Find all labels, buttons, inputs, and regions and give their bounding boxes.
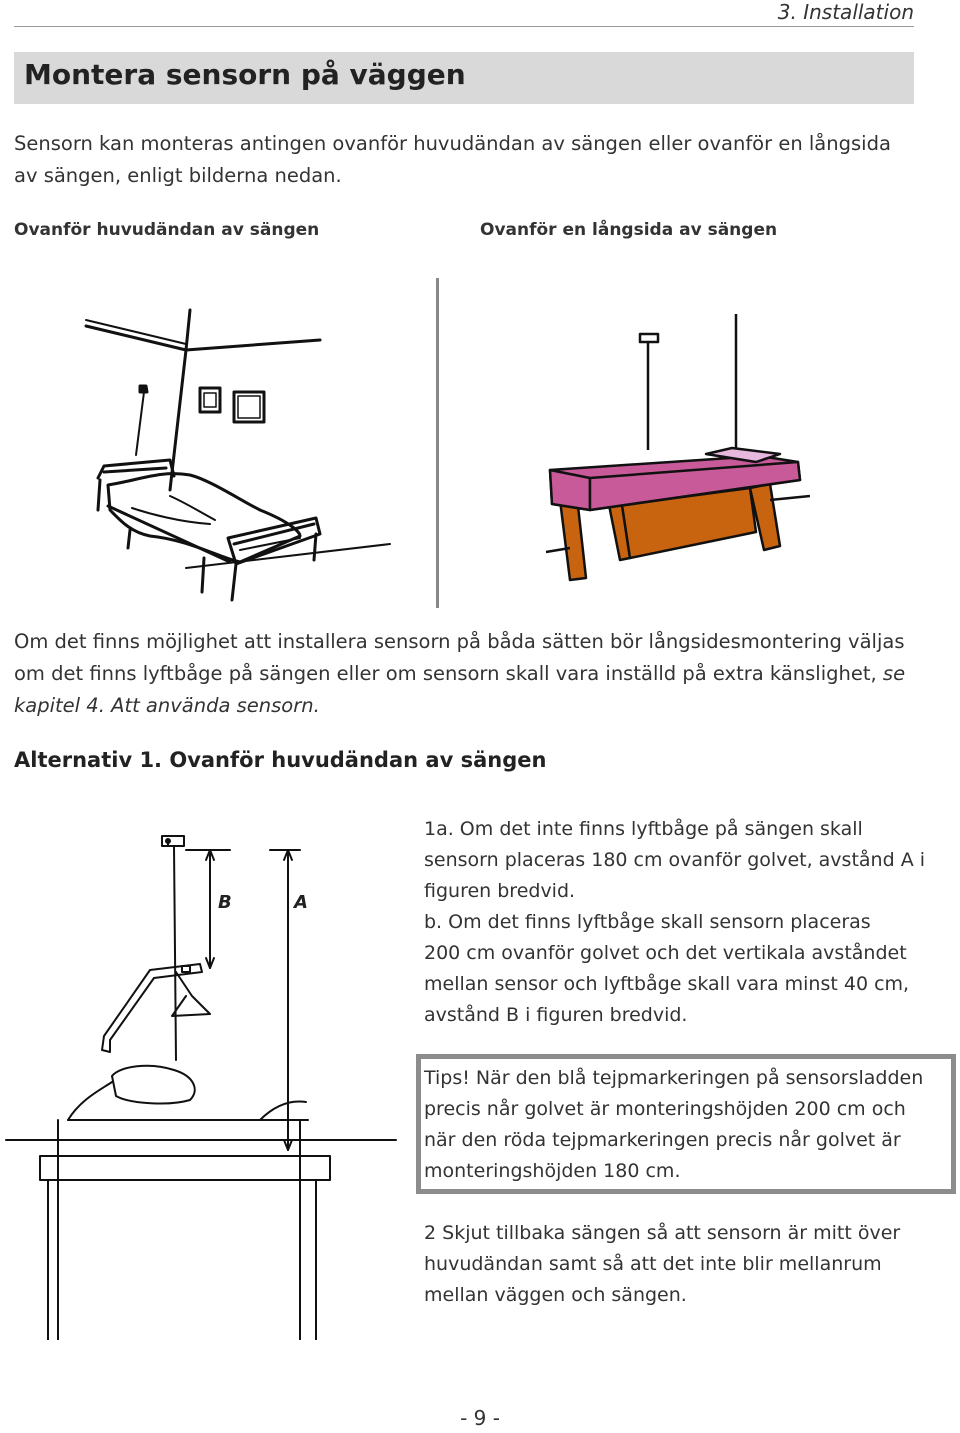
label-a: A bbox=[294, 892, 308, 913]
instruction-b-line-4: avstånd B i figuren bredvid. bbox=[424, 1004, 688, 1026]
instruction-b-line-2: 200 cm ovanför golvet och det vertikala avståndet bbox=[424, 942, 907, 964]
intro-paragraph bbox=[14, 128, 934, 192]
instruction-1a-line-2: sensorn placeras 180 cm ovanför golvet, avstånd A i bbox=[424, 849, 926, 871]
note-paragraph bbox=[14, 626, 934, 722]
caption-long-side: Ovanför en långsida av sängen bbox=[480, 220, 778, 240]
intro-line-2: av sängen, enligt bilderna nedan. bbox=[14, 164, 342, 187]
step-2-line-3: mellan väggen och sängen. bbox=[424, 1284, 687, 1306]
instruction-1a-line-3: figuren bredvid. bbox=[424, 880, 576, 902]
tips-line-1: Tips! När den blå tejpmarkeringen på sensorsladden bbox=[424, 1067, 924, 1089]
chapter-divider bbox=[14, 26, 914, 27]
tips-line-2: precis når golvet är monteringshöjden 200 cm och bbox=[424, 1098, 906, 1120]
illustration-head-end bbox=[0, 300, 440, 610]
chapter-label: 3. Installation bbox=[777, 0, 914, 24]
note-line-1: Om det finns möjlighet att installera sensorn på båda sätten bör långsidesmontering väljas bbox=[14, 630, 905, 653]
caption-head-end: Ovanför huvudändan av sängen bbox=[14, 220, 320, 240]
page-number: - 9 - bbox=[460, 1406, 500, 1430]
step-2-line-2: huvudändan samt så att det inte blir mellanrum bbox=[424, 1253, 882, 1275]
illustration-long-side bbox=[470, 300, 810, 600]
instruction-b-line-1: b. Om det finns lyftbåge skall sensorn placeras bbox=[424, 911, 871, 933]
measurement-diagram bbox=[0, 820, 400, 1340]
alternative-1-heading: Alternativ 1. Ovanför huvudändan av sängen bbox=[14, 748, 547, 772]
instructions-block bbox=[424, 814, 944, 1031]
step-2 bbox=[424, 1218, 944, 1311]
label-b: B bbox=[218, 892, 232, 913]
page-title: Montera sensorn på väggen bbox=[24, 58, 466, 91]
intro-line-1: Sensorn kan monteras antingen ovanför huvudändan av sängen eller ovanför en långsida bbox=[14, 132, 891, 155]
instruction-b-line-3: mellan sensor och lyftbåge skall vara minst 40 cm, bbox=[424, 973, 910, 995]
bed-leg-left bbox=[560, 500, 586, 580]
tips-line-4: monteringshöjden 180 cm. bbox=[424, 1160, 681, 1182]
step-2-line-1: 2 Skjut tillbaka sängen så att sensorn är mitt över bbox=[424, 1222, 901, 1244]
tips-line-3: när den röda tejpmarkeringen precis når golvet är bbox=[424, 1129, 901, 1151]
tips-text bbox=[424, 1063, 944, 1187]
note-line-3: kapitel 4. Att använda sensorn. bbox=[14, 694, 320, 717]
instruction-1a-line-1: 1a. Om det inte finns lyftbåge på sängen skall bbox=[424, 818, 863, 840]
illustration-divider bbox=[436, 278, 439, 608]
note-line-2: om det finns lyftbåge på sängen eller om sensorn skall vara inställd på extra känslighet, se bbox=[14, 662, 906, 685]
